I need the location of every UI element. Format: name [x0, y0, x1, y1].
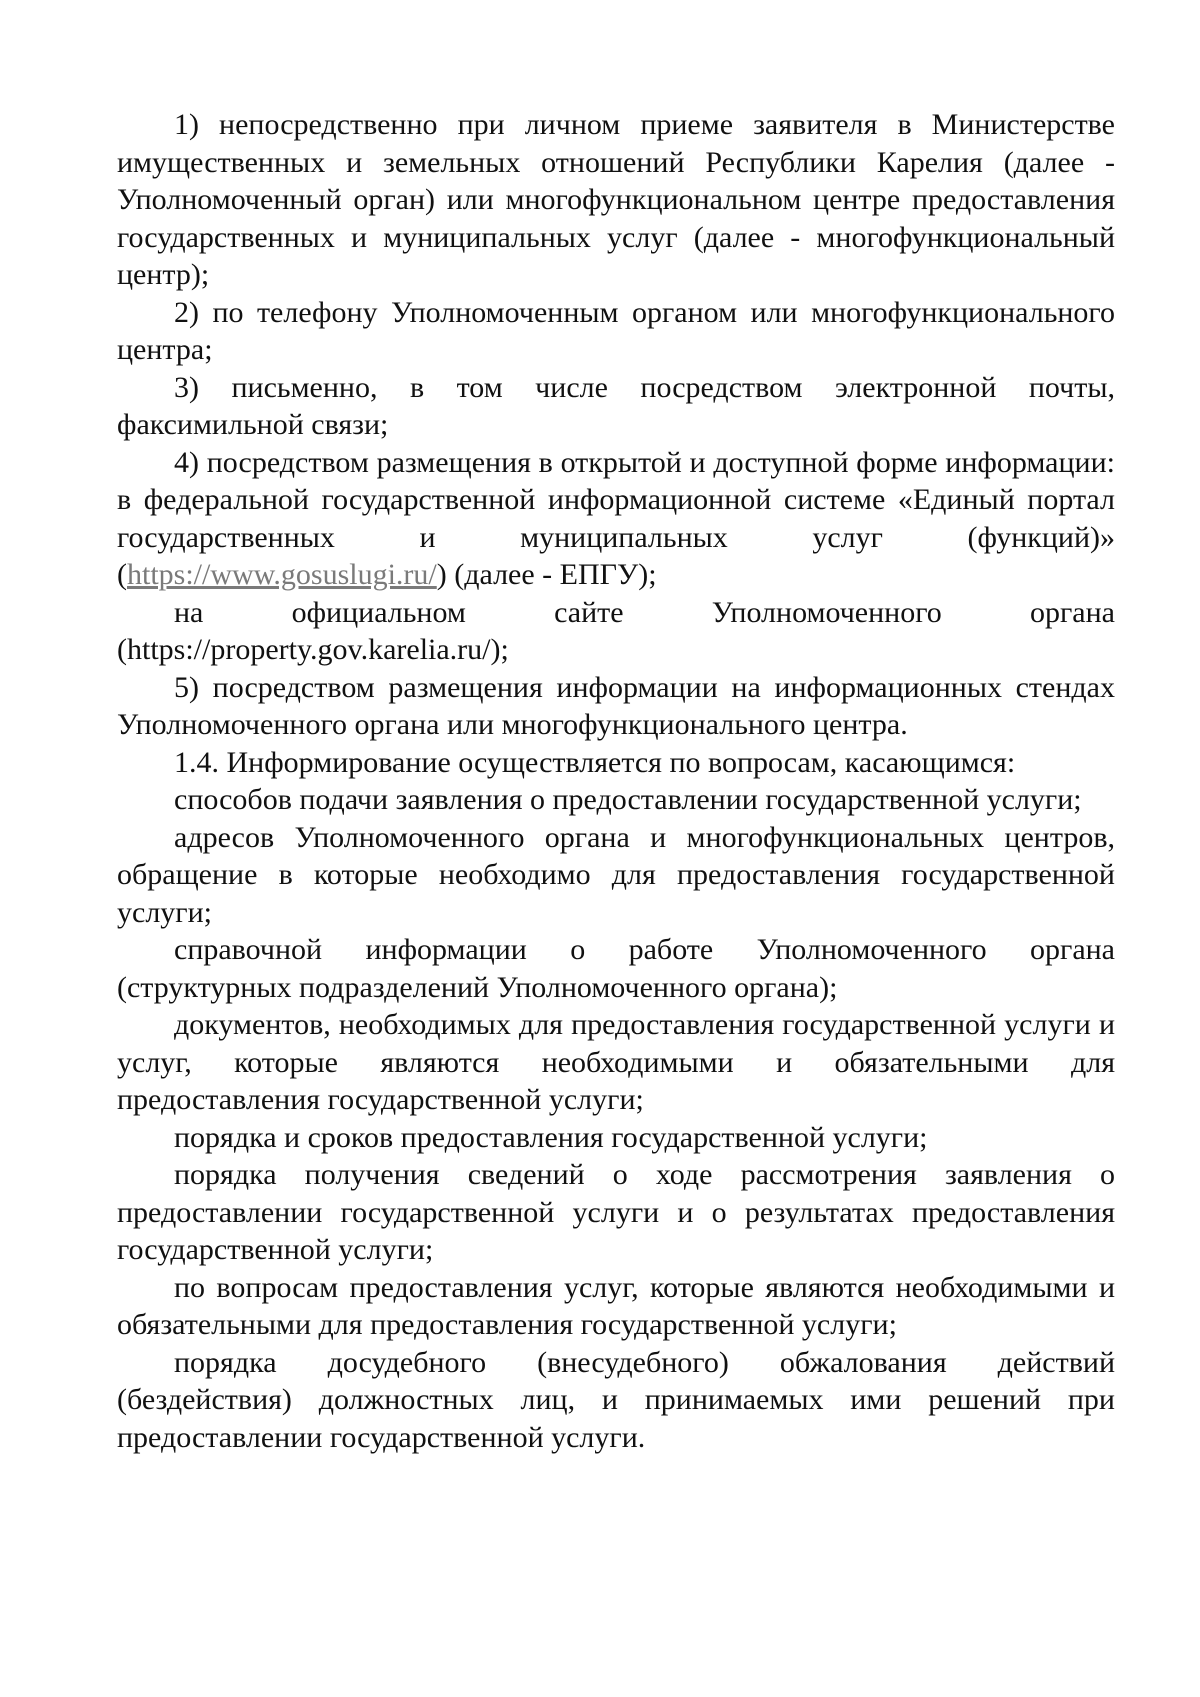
paragraph-item-3: 3) письменно, в том числе посредством электронной почты, факсимильной связи;: [117, 370, 1115, 441]
link-suffix: ) (далее - ЕПГУ);: [436, 558, 657, 591]
topic-addresses: адресов Уполномоченного органа и многофункциональных центров, обращение в которые необходимо для предоставления государственной услуги;: [117, 820, 1115, 929]
topic-status-info: порядка получения сведений о ходе рассмотрения заявления о предоставлении государственной услуги и о результатах предоставления государственной услуги;: [117, 1158, 1115, 1266]
link-prefix: (: [117, 558, 127, 591]
topic-reference-info: справочной информации о работе Уполномоченного органа (структурных подразделений Уполномоченного органа);: [117, 933, 1115, 1004]
gosuslugi-link[interactable]: https://www.gosuslugi.ru/: [127, 558, 437, 591]
paragraph-item-1: 1) непосредственно при личном приеме заявителя в Министерстве имущественных и земельных отношений Республики Карелия (далее - Уполномоченный орган) или многофункциональном центре предоставления государственных и муниципальных услуг (далее - многофункциональный центр);: [117, 108, 1115, 291]
paragraph-item-2: 2) по телефону Уполномоченным органом или многофункционального центра;: [117, 295, 1115, 366]
topic-procedure-deadlines: порядка и сроков предоставления государственной услуги;: [174, 1120, 928, 1154]
section-1-4-heading: 1.4. Информирование осуществляется по вопросам, касающимся:: [174, 745, 1016, 779]
document-body: [117, 106, 1115, 1456]
paragraph-item-4: 4) посредством размещения в открытой и доступной форме информации: в федеральной государственной информационной системе «Единый портал государственных и муниципальных услуг (функций)»: [117, 445, 1115, 554]
topic-mandatory-services: по вопросам предоставления услуг, которые являются необходимыми и обязательными для предоставления государственной услуги;: [117, 1270, 1115, 1341]
paragraph-official-site: на официальном сайте Уполномоченного органа (https://property.gov.karelia.ru/);: [117, 595, 1115, 666]
paragraph-link-line: [117, 556, 1115, 594]
topic-documents: документов, необходимых для предоставления государственной услуги и услуг, которые являются необходимыми и обязательными для предоставления государственной услуги;: [117, 1008, 1115, 1116]
topic-submission-methods: способов подачи заявления о предоставлении государственной услуги;: [174, 783, 1082, 816]
topic-appeal-procedure: порядка досудебного (внесудебного) обжалования действий (бездействия) должностных лиц, и принимаемых ими решений при предоставлении государственной услуги.: [117, 1345, 1115, 1454]
paragraph-item-5: 5) посредством размещения информации на информационных стендах Уполномоченного органа или многофункционального центра.: [117, 670, 1115, 741]
